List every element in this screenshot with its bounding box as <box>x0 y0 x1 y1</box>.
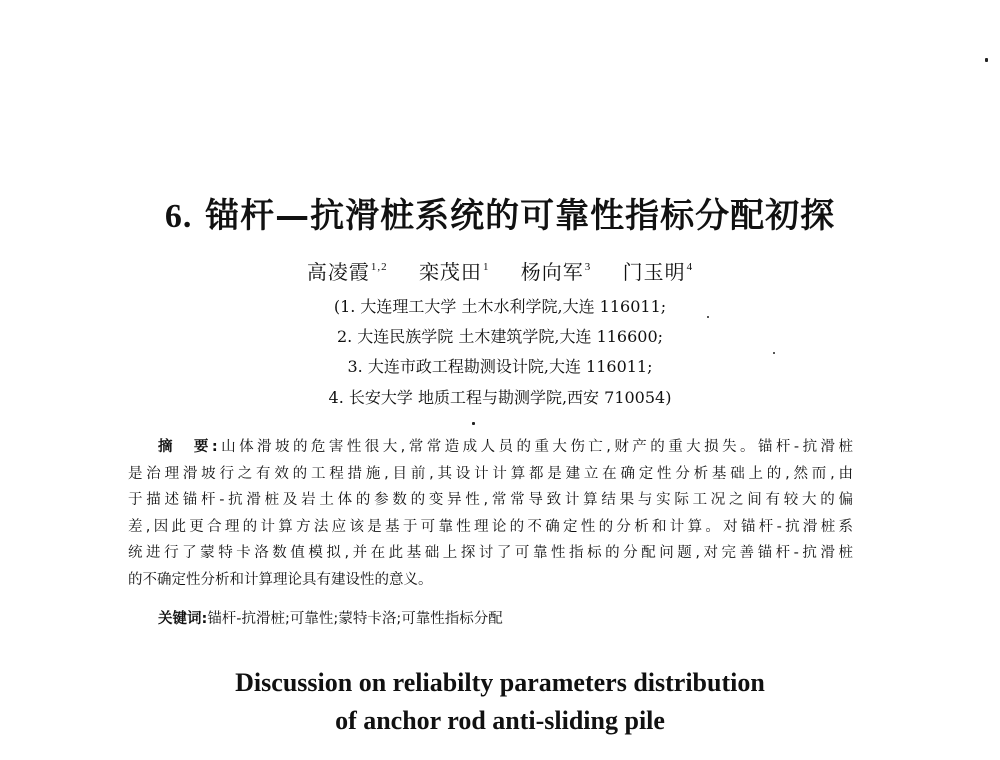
scan-speck <box>707 316 709 318</box>
keywords <box>158 607 503 628</box>
abstract-line: 差,因此更合理的计算方法应该是基于可靠性理论的不确定性的分析和计算。对锚杆-抗滑桩系 <box>128 518 853 535</box>
author-affiliation-mark: 4 <box>686 261 694 273</box>
author-affiliation-mark: 3 <box>584 261 592 273</box>
abstract-line <box>128 434 853 461</box>
author <box>623 260 694 284</box>
title-number: 6. <box>164 198 193 235</box>
english-title-line: of anchor rod anti-sliding pile <box>335 706 665 735</box>
author-name: 门玉明 <box>622 260 686 284</box>
affiliation-line: 4. 长安大学 地质工程与勘测学院,西安 710054) <box>328 388 672 407</box>
paper-title <box>0 188 1000 237</box>
affiliation-line: (1. 大连理工大学 土木水利学院,大连 116011; <box>333 297 667 316</box>
abstract-line: 的不确定性分析和计算理论具有建设性的意义。 <box>128 571 433 588</box>
title-text: 锚杆—抗滑桩系统的可靠性指标分配初探 <box>205 196 836 236</box>
keywords-text: 锚杆-抗滑桩;可靠性;蒙特卡洛;可靠性指标分配 <box>207 611 503 627</box>
abstract-line: 是治理滑坡行之有效的工程措施,目前,其设计计算都是建立在确定性分析基础上的,然而,由 <box>128 465 853 482</box>
author <box>307 260 388 284</box>
abstract-text: 山体滑坡的危害性很大,常常造成人员的重大伤亡,财产的重大损失。锚杆-抗滑桩 <box>217 439 853 455</box>
author <box>419 260 490 284</box>
abstract-line: 统进行了蒙特卡洛数值模拟,并在此基础上探讨了可靠性指标的分配问题,对完善锚杆-抗滑桩 <box>128 545 853 561</box>
abstract <box>128 434 853 593</box>
scan-speck <box>773 352 775 354</box>
english-title-line: Discussion on reliabilty parameters distribution <box>235 668 765 697</box>
author-affiliation-mark: 1,2 <box>370 261 388 273</box>
author-name: 杨向军 <box>520 260 584 284</box>
author <box>521 260 592 284</box>
author-list <box>0 256 1000 285</box>
affiliation-line: 3. 大连市政工程勘测设计院,大连 116011; <box>347 357 653 376</box>
scan-speck <box>472 422 475 425</box>
author-name: 高凌霞 <box>306 260 370 284</box>
author-name: 栾茂田 <box>418 260 482 284</box>
abstract-line: 于描述锚杆-抗滑桩及岩土体的参数的变异性,常常导致计算结果与实际工况之间有较大的偏 <box>128 492 853 508</box>
author-affiliation-mark: 1 <box>482 261 490 273</box>
abstract-label: 摘 要: <box>158 439 218 455</box>
keywords-label: 关键词: <box>158 611 208 627</box>
affiliation-line: 2. 大连民族学院 土木建筑学院,大连 116600; <box>336 327 664 346</box>
scan-speck <box>985 58 988 62</box>
